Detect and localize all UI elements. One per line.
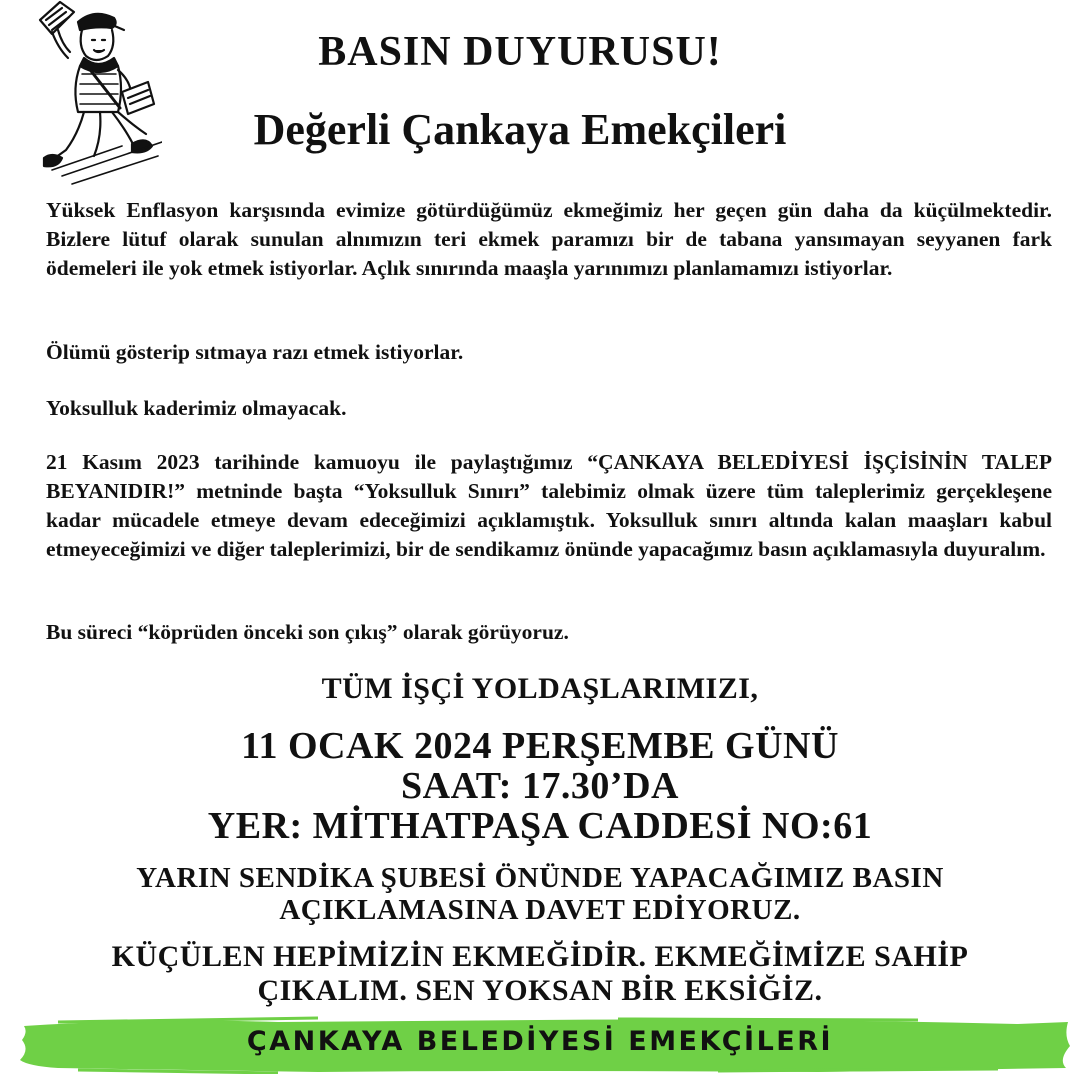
page-subtitle: Değerli Çankaya Emekçileri [253,105,787,154]
body-paragraph-last-exit: Bu süreci “köprüden önceki son çıkış” olarak görüyoruz. [46,620,569,644]
slogan-line-1: KÜÇÜLEN HEPİMİZİN EKMEĞİDİR. EKMEĞİMİZE SAHİP [111,940,969,973]
newsboy-icon [22,0,162,190]
banner-label: ÇANKAYA BELEDİYESİ EMEKÇİLERİ [246,1026,834,1057]
body-paragraph-malaria: Ölümü gösterip sıtmaya razı etmek istiyorlar. [46,340,464,364]
event-time: SAAT: 17.30’DA [401,765,679,807]
event-call-line-1: YARIN SENDİKA ŞUBESİ ÖNÜNDE YAPACAĞIMIZ BASIN [136,862,944,894]
page-title: BASIN DUYURUSU! [318,29,722,75]
event-call-line-2: AÇIKLAMASINA DAVET EDİYORUZ. [279,894,801,926]
event-invite: TÜM İŞÇİ YOLDAŞLARIMIZI, [321,672,759,705]
body-paragraph-demands: 21 Kasım 2023 tarihinde kamuoyu ile paylaştığımız “ÇANKAYA BELEDİYESİ İŞÇİSİNİN TALEP BEYANIDIR!” metninde başta “Yoksulluk Sınırı” talebimiz olmak üzere tüm taleplerimiz gerçekleşene kadar mücadele etmeye devam edeceğimizi açıklamıştık. Yoksulluk sınırı altında kalan maaşları kabul etmeyeceğimizi ve diğer taleplerimizi, bir de sendikamız önünde yapacağımız basın açıklamasıyla duyuralım. [46,450,1052,561]
event-date: 11 OCAK 2024 PERŞEMBE GÜNÜ [241,725,839,767]
body-paragraph-inflation: Yüksek Enflasyon karşısında evimize götürdüğümüz ekmeğimiz her geçen gün daha da küçülmektedir. Bizlere lütuf olarak sunulan alnımızın teri ekmek paramızı bir de tabana yansımayan seyyanen fark ödemeleri ile yok etmek istiyorlar. Açlık sınırında maaşla yarınımızı planlamamızı istiyorlar. [46,198,1052,280]
body-paragraph-poverty: Yoksulluk kaderimiz olmayacak. [46,396,347,420]
event-place: YER: MİTHATPAŞA CADDESİ NO:61 [207,805,873,847]
slogan-line-2: ÇIKALIM. SEN YOKSAN BİR EKSİĞİZ. [257,974,823,1007]
